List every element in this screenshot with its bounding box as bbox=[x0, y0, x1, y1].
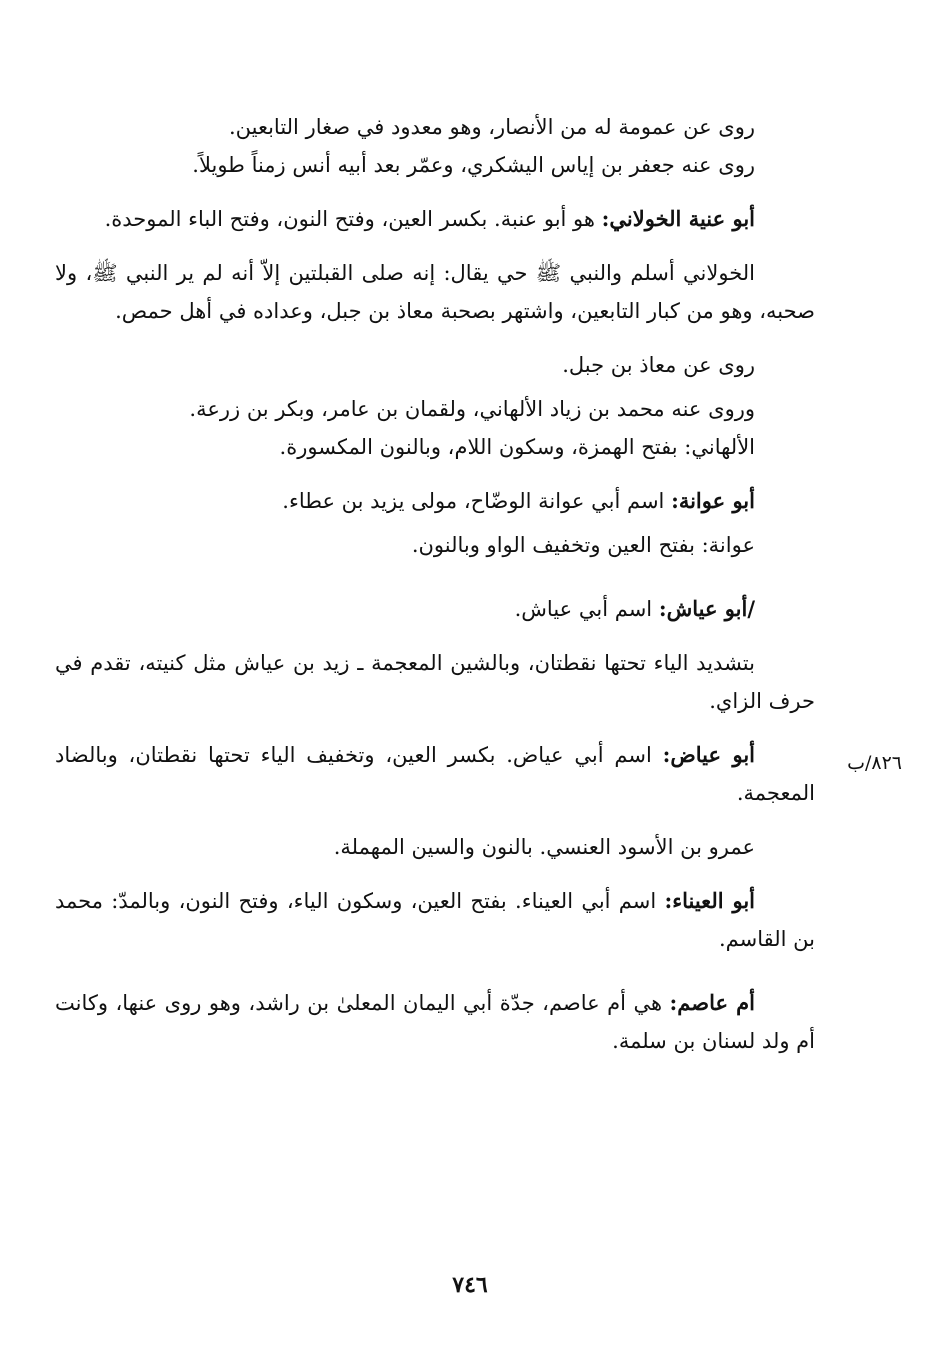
text-paragraph: بتشديد الياء تحتها نقطتان، وبالشين المعجمة ـ زيد بن عياش مثل كنيته، تقدم في حرف الزاي. bbox=[55, 651, 815, 713]
entry-headword: أبو عنية الخولاني: bbox=[601, 206, 755, 231]
entry-umm-asim bbox=[55, 984, 815, 1060]
entry-headword: أبو العيناء: bbox=[664, 888, 755, 913]
entry-headword: أم عاصم: bbox=[669, 990, 755, 1015]
entry-text: هي أم عاصم، جدّة أبي اليمان المعلىٰ بن راشد، وهو روى عنها، وكانت أم ولد لسنان بن سلمة. bbox=[55, 991, 815, 1053]
text-line: وروى عنه محمد بن زياد الألهاني، ولقمان بن عامر، وبكر بن زرعة. bbox=[189, 397, 755, 421]
entry-headword: أبو عوانة: bbox=[671, 488, 755, 513]
entry-abu-al-ayna bbox=[55, 882, 815, 958]
manuscript-folio-note: ٨٢٦/ب bbox=[847, 752, 902, 774]
entry-headword: /أبو عياش: bbox=[658, 596, 755, 621]
entry-abu-uniya bbox=[55, 200, 815, 238]
entry-headword: أبو عياض: bbox=[662, 742, 755, 767]
text-paragraph: الخولاني أسلم والنبي ﷺ حي يقال: إنه صلى القبلتين إلاّ أنه لم ير النبي ﷺ، ولا صحبه، وهو من كبار التابعين، واشتهر بصحبة معاذ بن جبل، وعداده في أهل حمص. bbox=[55, 261, 815, 323]
text-line: روى عن معاذ بن جبل. bbox=[562, 353, 755, 377]
entry-text: اسم أبي العيناء. بفتح العين، وسكون الياء، وفتح النون، وبالمدّ: محمد بن القاسم. bbox=[55, 889, 815, 951]
entry-text: اسم أبي عياش. bbox=[514, 597, 659, 621]
entry-text: اسم أبي عوانة الوضّاح، مولى يزيد بن عطاء. bbox=[282, 489, 672, 513]
entry-text: هو أبو عنبة. بكسر العين، وفتح النون، وفتح الباء الموحدة. bbox=[104, 207, 602, 231]
text-line: روى عن عمومة له من الأنصار، وهو معدود في صغار التابعين. bbox=[228, 115, 755, 139]
entry-text: اسم أبي عياض. بكسر العين، وتخفيف الياء تحتها نقطتان، وبالضاد المعجمة. bbox=[55, 743, 815, 805]
entry-abu-iyad bbox=[55, 736, 815, 812]
text-line: الألهاني: بفتح الهمزة، وسكون اللام، وبالنون المكسورة. bbox=[279, 435, 755, 459]
text-line: عوانة: بفتح العين وتخفيف الواو وبالنون. bbox=[411, 533, 755, 557]
text-line: عمرو بن الأسود العنسي. بالنون والسين المهملة. bbox=[333, 835, 755, 859]
page-body bbox=[55, 108, 815, 1060]
entry-abu-awana bbox=[55, 482, 815, 520]
page-number: ٧٤٦ bbox=[452, 1272, 488, 1298]
text-line: روى عنه جعفر بن إياس اليشكري، وعمّر بعد أبيه أنس زمناً طويلاً. bbox=[192, 153, 755, 177]
entry-abu-ayyash bbox=[55, 590, 815, 628]
